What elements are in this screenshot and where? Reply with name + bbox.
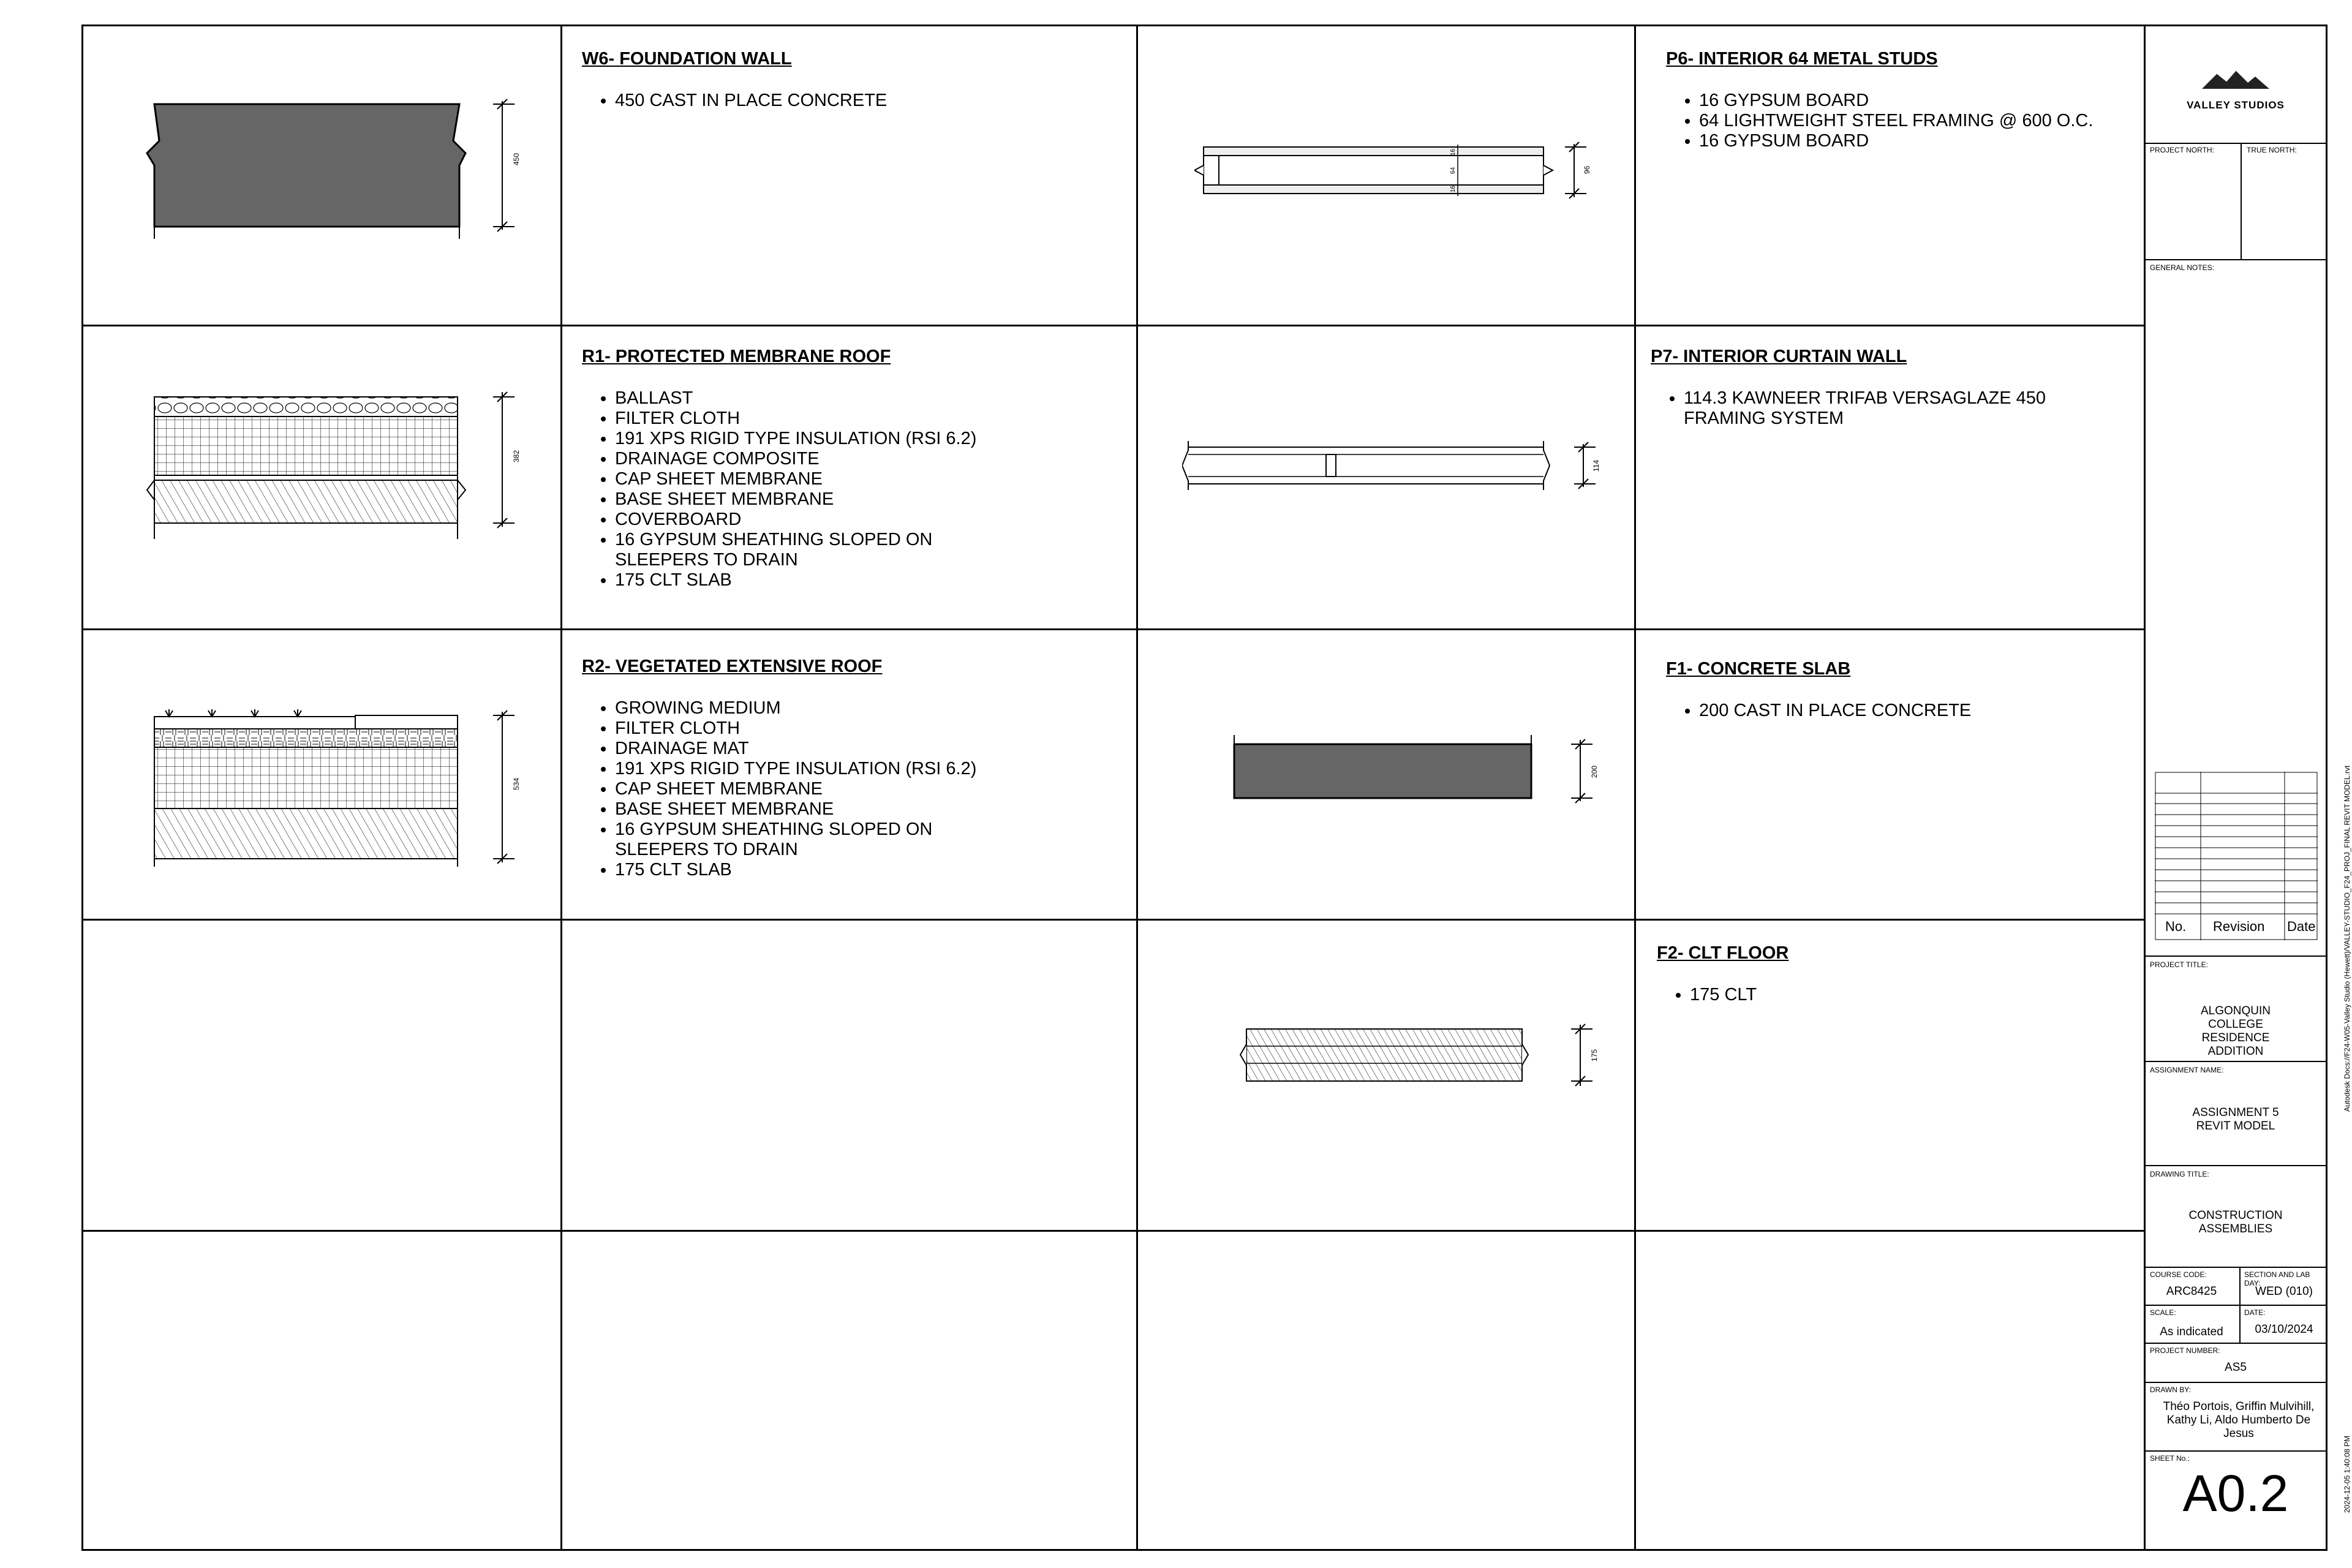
list-item: • 16 GYPSUM SHEATHING SLOPED ON SLEEPERS TO DRAIN <box>615 530 995 570</box>
project-number-label: PROJECT NUMBER: <box>2150 1346 2220 1355</box>
list-item: • BALLAST <box>615 388 995 409</box>
list-item: • CAP SHEET MEMBRANE <box>615 779 995 799</box>
revision-date-header: Date <box>2287 919 2316 934</box>
list-item: • 64 LIGHTWEIGHT STEEL FRAMING @ 600 O.C. <box>1699 111 2093 131</box>
print-time-text: 2024-12-05 1:40:08 PM <box>2343 1435 2351 1513</box>
logo-text: VALLEY STUDIOS <box>2187 99 2285 111</box>
list-item: • GROWING MEDIUM <box>615 698 995 718</box>
title-block-lower <box>2144 24 2328 1551</box>
detail-w6-foundation-wall <box>141 86 533 245</box>
dimension-label: 16 <box>1450 185 1457 192</box>
assembly-list-p7 <box>1651 388 2064 429</box>
assignment-name: ASSIGNMENT 5 REVIT MODEL <box>2192 1106 2279 1133</box>
assembly-title-f1: F1- CONCRETE SLAB <box>1666 659 1851 679</box>
detail-r2-vegetated-roof <box>141 698 533 870</box>
dimension-label: 16 <box>1450 148 1457 156</box>
project-north-label: PROJECT NORTH: <box>2150 146 2214 154</box>
list-item: • 200 CAST IN PLACE CONCRETE <box>1699 701 1971 721</box>
list-item: • 191 XPS RIGID TYPE INSULATION (RSI 6.2) <box>615 759 995 779</box>
list-item: • BASE SHEET MEMBRANE <box>615 799 995 820</box>
project-number: AS5 <box>2225 1361 2247 1374</box>
dimension-label: 200 <box>1590 765 1599 778</box>
course-code-label: COURSE CODE: <box>2150 1270 2207 1279</box>
assembly-title-r1: R1- PROTECTED MEMBRANE ROOF <box>582 347 891 366</box>
project-title: ALGONQUIN COLLEGE RESIDENCE ADDITION <box>2200 1005 2271 1058</box>
true-north-label: TRUE NORTH: <box>2247 146 2297 154</box>
project-title-label: PROJECT TITLE: <box>2150 960 2208 969</box>
assembly-list-w6 <box>582 91 887 111</box>
grid-line <box>83 325 2144 326</box>
scale-label: SCALE: <box>2150 1308 2176 1317</box>
section-cell <box>2241 1267 2328 1305</box>
list-item: • 16 GYPSUM BOARD <box>1699 91 2093 111</box>
detail-f1-concrete-slab <box>1225 735 1617 809</box>
assembly-title-w6: W6- FOUNDATION WALL <box>582 49 792 69</box>
drawing-title-label: DRAWING TITLE: <box>2150 1170 2209 1178</box>
drawn-by-label: DRAWN BY: <box>2150 1385 2191 1394</box>
list-item: • BASE SHEET MEMBRANE <box>615 489 995 510</box>
dimension-label: 96 <box>1583 165 1591 174</box>
section-label: SECTION AND LAB DAY: <box>2244 1270 2310 1287</box>
drawn-by-cell <box>2144 1382 2328 1450</box>
assembly-list-p6 <box>1666 91 2093 151</box>
dimension-label: 450 <box>512 153 521 165</box>
detail-r1-membrane-roof <box>141 386 533 545</box>
dimension-label: 534 <box>512 777 521 790</box>
assembly-title-p6: P6- INTERIOR 64 METAL STUDS <box>1666 49 1938 69</box>
detail-p7-curtain-wall <box>1182 429 1611 502</box>
list-item: • 175 CLT <box>1690 985 1757 1005</box>
grid-line <box>560 26 562 1551</box>
date-value: 03/10/2024 <box>2255 1323 2313 1336</box>
dimension-label: 382 <box>512 450 521 462</box>
drawn-by: Théo Portois, Griffin Mulvihill, Kathy Li, Aldo Humberto De Jesus <box>2163 1400 2315 1440</box>
dimension-label: 64 <box>1450 167 1457 174</box>
assembly-title-p7: P7- INTERIOR CURTAIN WALL <box>1651 347 1907 366</box>
list-item: • FILTER CLOTH <box>615 409 995 429</box>
assembly-list-r1 <box>582 388 995 590</box>
list-item: • 175 CLT SLAB <box>615 860 995 880</box>
scale-value: As indicated <box>2160 1325 2223 1338</box>
grid-line <box>1136 26 1138 1551</box>
list-item: • 450 CAST IN PLACE CONCRETE <box>615 91 887 111</box>
list-item: • 191 XPS RIGID TYPE INSULATION (RSI 6.2) <box>615 429 995 449</box>
detail-p6-metal-studs <box>1194 123 1611 214</box>
sheet-no-label: SHEET No.: <box>2150 1454 2190 1463</box>
date-label: DATE: <box>2244 1308 2266 1317</box>
list-item: • COVERBOARD <box>615 510 995 530</box>
assembly-title-r2: R2- VEGETATED EXTENSIVE ROOF <box>582 657 883 676</box>
list-item: • DRAINAGE COMPOSITE <box>615 449 995 469</box>
list-item: • 175 CLT SLAB <box>615 570 995 590</box>
assembly-title-f2: F2- CLT FLOOR <box>1657 943 1789 963</box>
grid-line <box>83 919 2144 921</box>
section-value: WED (010) <box>2255 1285 2313 1298</box>
date-cell <box>2241 1305 2328 1343</box>
assembly-list-f1 <box>1666 701 1971 721</box>
course-code: ARC8425 <box>2166 1285 2217 1298</box>
scale-cell <box>2144 1305 2241 1343</box>
assembly-list-r2 <box>582 698 995 880</box>
revision-revision-header: Revision <box>2213 919 2265 934</box>
assignment-name-label: ASSIGNMENT NAME: <box>2150 1066 2224 1074</box>
drawing-title: CONSTRUCTION ASSEMBLIES <box>2188 1209 2283 1235</box>
course-code-cell <box>2144 1267 2241 1305</box>
project-number-cell <box>2144 1343 2328 1382</box>
dimension-label: 114 <box>1592 459 1600 472</box>
grid-line <box>83 1230 2144 1232</box>
general-notes-label: GENERAL NOTES: <box>2150 263 2214 272</box>
list-item: • 16 GYPSUM SHEATHING SLOPED ON SLEEPERS TO DRAIN <box>615 820 995 860</box>
list-item: • DRAINAGE MAT <box>615 739 995 759</box>
assembly-list-f2 <box>1657 985 1757 1005</box>
list-item: • 16 GYPSUM BOARD <box>1699 131 2093 151</box>
grid-line <box>83 628 2144 630</box>
project-title-cell <box>2144 956 2328 1061</box>
list-item: • FILTER CLOTH <box>615 718 995 739</box>
sheet-number: A0.2 <box>2182 1464 2289 1522</box>
revision-no-header: No. <box>2165 919 2187 934</box>
list-item: • CAP SHEET MEMBRANE <box>615 469 995 489</box>
list-item: • 114.3 KAWNEER TRIFAB VERSAGLAZE 450 FRAMING SYSTEM <box>1684 388 2064 429</box>
assignment-name-cell <box>2144 1061 2328 1165</box>
detail-f2-clt-floor <box>1237 1020 1629 1093</box>
drawing-title-cell <box>2144 1165 2328 1267</box>
grid-line <box>1634 26 1636 1551</box>
dimension-label: 175 <box>1590 1049 1599 1061</box>
file-path-text: Autodesk Docs://F24-W05-Valley Studio (Hewett)/VALLEY-STUDIO_F24_PROJ_FINAL REVIT MODEL.rvt <box>2343 765 2351 1112</box>
